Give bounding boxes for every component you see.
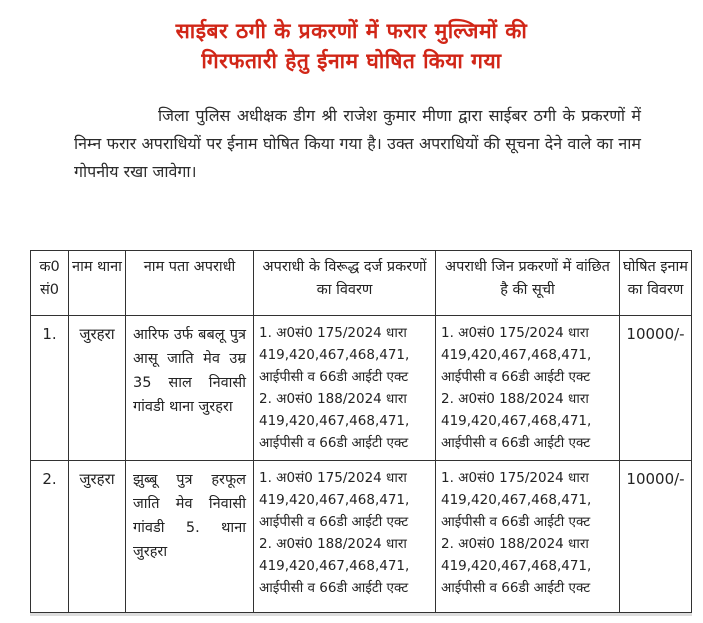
cell-cases-wanted [436, 316, 620, 461]
cell-cases-wanted [436, 461, 620, 613]
reward-table [30, 250, 692, 613]
case-item: 1. अ0सं0 175/2024 धारा 419,420,467,468,471, आईपीसी व 66डी आईटी एक्ट [259, 470, 410, 530]
document-title [0, 0, 703, 76]
cell-reward-amount: 10000/- [620, 461, 692, 613]
case-item: 2. अ0सं0 188/2024 धारा 419,420,467,468,471, आईपीसी व 66डी आईटी एक्ट [441, 391, 592, 451]
cell-offender-name-address: झुब्बू पुत्र हरफूल जाति मेव निवासी गांवडी 5. थाना जुरहरा [126, 461, 254, 613]
document-title-line2: गिरफतारी हेतु ईनाम घोषित किया गया [201, 49, 502, 73]
case-item: 2. अ0सं0 188/2024 धारा 419,420,467,468,471, आईपीसी व 66डी आईटी एक्ट [259, 391, 410, 451]
header-serial-number: क0 सं0 [31, 251, 69, 316]
header-police-station: नाम थाना [69, 251, 126, 316]
header-cases-wanted: अपराधी जिन प्रकरणों में वांछित है की सूची [436, 251, 620, 316]
cell-police-station: जुरहरा [69, 461, 126, 613]
cell-serial-number: 1. [31, 316, 69, 461]
cell-reward-amount: 10000/- [620, 316, 692, 461]
header-offender-name-address: नाम पता अपराधी [126, 251, 254, 316]
table-row [31, 316, 692, 461]
case-item: 1. अ0सं0 175/2024 धारा 419,420,467,468,471, आईपीसी व 66डी आईटी एक्ट [441, 470, 592, 530]
cell-offender-name-address: आरिफ उर्फ बबलू पुत्र आसू जाति मेव उम्र 35 साल निवासी गांवडी थाना जुरहरा [126, 316, 254, 461]
case-item: 2. अ0सं0 188/2024 धारा 419,420,467,468,471, आईपीसी व 66डी आईटी एक्ट [259, 536, 410, 596]
cell-cases-registered [254, 316, 436, 461]
case-item: 1. अ0सं0 175/2024 धारा 419,420,467,468,471, आईपीसी व 66डी आईटी एक्ट [441, 325, 592, 385]
header-cases-registered: अपराधी के विरूद्ध दर्ज प्रकरणों का विवरण [254, 251, 436, 316]
table-header-row [31, 251, 692, 316]
case-item: 1. अ0सं0 175/2024 धारा 419,420,467,468,471, आईपीसी व 66डी आईटी एक्ट [259, 325, 410, 385]
cell-serial-number: 2. [31, 461, 69, 613]
document-title-line1: साईबर ठगी के प्रकरणों में फरार मुल्जिमों की [175, 19, 528, 43]
header-declared-reward: घोषित इनाम का विवरण [620, 251, 692, 316]
intro-paragraph: जिला पुलिस अधीक्षक डीग श्री राजेश कुमार मीणा द्वारा साईबर ठगी के प्रकरणों में निम्न फरार अपराधियों पर ईनाम घोषित किया गया है। उक्त अपराधियों की सूचना देने वाले का नाम गोपनीय रखा जावेगा। [74, 106, 641, 181]
case-item: 2. अ0सं0 188/2024 धारा 419,420,467,468,471, आईपीसी व 66डी आईटी एक्ट [441, 536, 592, 596]
cell-cases-registered [254, 461, 436, 613]
table-row [31, 461, 692, 613]
cell-police-station: जुरहरा [69, 316, 126, 461]
